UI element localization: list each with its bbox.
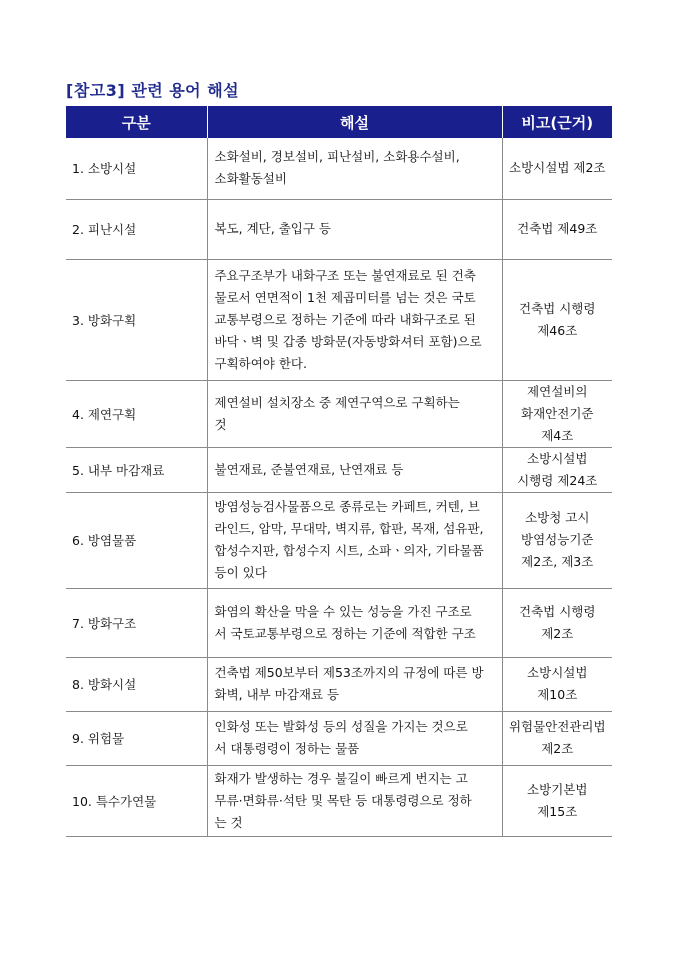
reference-cell <box>502 657 612 711</box>
description-cell <box>207 588 502 657</box>
description-line: 소화활동설비 <box>214 171 287 187</box>
reference-line: 제2조 <box>541 625 574 641</box>
table-row <box>66 765 612 836</box>
description-line: 불연재료, 준불연재료, 난연재료 등 <box>214 461 404 477</box>
description-line: 라인드, 암막, 무대막, 벽지류, 합판, 목재, 섬유판, <box>214 521 484 536</box>
description-line: 방염성능검사물품으로 종류로는 카페트, 커텐, 브 <box>214 499 480 514</box>
term-cell: 3. 방화구획 <box>66 259 207 380</box>
description-cell <box>207 259 502 380</box>
description-line: 소화설비, 경보설비, 피난설비, 소화용수설비, <box>214 149 460 165</box>
reference-line: 제10조 <box>537 687 578 702</box>
reference-cell <box>502 711 612 765</box>
description-line: 제연설비 설치장소 중 제연구역으로 구획하는 <box>214 394 460 410</box>
term-cell: 2. 피난시설 <box>66 199 207 259</box>
description-line: 서 국토교통부령으로 정하는 기준에 적합한 구조 <box>214 625 476 641</box>
table-header-row <box>66 106 612 138</box>
description-line: 화벽, 내부 마감재료 등 <box>214 687 340 702</box>
term-cell: 1. 소방시설 <box>66 138 207 199</box>
description-line: 는 것 <box>214 814 243 830</box>
reference-line: 시행령 제24조 <box>517 472 598 488</box>
description-line: 화재가 발생하는 경우 불길이 빠르게 번지는 고 <box>214 770 468 786</box>
table-row <box>66 380 612 447</box>
term-cell: 5. 내부 마감재료 <box>66 447 207 492</box>
reference-cell <box>502 765 612 836</box>
description-line: 구획하여야 한다. <box>214 355 307 371</box>
reference-line: 제2조, 제3조 <box>521 554 594 569</box>
term-cell: 8. 방화시설 <box>66 657 207 711</box>
table-row <box>66 588 612 657</box>
description-cell <box>207 138 502 199</box>
terms-table <box>66 106 612 837</box>
table-row <box>66 492 612 588</box>
reference-cell <box>502 588 612 657</box>
reference-line: 건축법 시행령 <box>519 603 596 619</box>
reference-line: 제4조 <box>541 427 574 443</box>
reference-cell <box>502 138 612 199</box>
reference-cell <box>502 259 612 380</box>
description-cell <box>207 380 502 447</box>
reference-line: 건축법 시행령 <box>519 300 596 316</box>
description-line: 인화성 또는 발화성 등의 성질을 가지는 것으로 <box>214 719 468 734</box>
reference-line: 제연설비의 <box>527 383 588 399</box>
reference-line: 소방기본법 <box>527 781 588 797</box>
reference-cell <box>502 492 612 588</box>
reference-line: 제15조 <box>537 803 578 819</box>
description-line: 건축법 제50보부터 제53조까지의 규정에 따른 방 <box>214 665 484 680</box>
table-row <box>66 657 612 711</box>
description-line: 서 대통령령이 정하는 물품 <box>214 741 360 756</box>
description-cell <box>207 657 502 711</box>
reference-line: 소방시설법 <box>527 450 588 466</box>
description-line: 합성수지판, 합성수지 시트, 소파ㆍ의자, 기타물품 <box>214 543 484 558</box>
table-row <box>66 259 612 380</box>
description-line: 바닥ㆍ벽 및 갑종 방화문(자동방화셔터 포함)으로 <box>214 333 482 349</box>
reference-line: 제2조 <box>541 741 574 756</box>
description-line: 화염의 확산을 막을 수 있는 성능을 가진 구조로 <box>214 603 472 619</box>
reference-cell <box>502 199 612 259</box>
description-cell <box>207 447 502 492</box>
reference-line: 제46조 <box>537 322 578 338</box>
table-row <box>66 447 612 492</box>
description-cell <box>207 765 502 836</box>
reference-line: 방염성능기준 <box>521 532 594 547</box>
description-cell <box>207 711 502 765</box>
description-line: 등이 있다 <box>214 565 267 580</box>
term-cell: 6. 방염물품 <box>66 492 207 588</box>
term-cell: 7. 방화구조 <box>66 588 207 657</box>
reference-line: 위험물안전관리법 <box>508 719 606 734</box>
description-line: 복도, 계단, 출입구 등 <box>214 221 331 236</box>
reference-cell <box>502 447 612 492</box>
table-row <box>66 711 612 765</box>
page-title: [참고3] 관련 용어 해설 <box>66 81 240 100</box>
reference-line: 소방청 고시 <box>525 510 590 525</box>
reference-line: 소방시설법 제2조 <box>509 160 606 176</box>
term-cell: 9. 위험물 <box>66 711 207 765</box>
table-row <box>66 138 612 199</box>
term-cell: 10. 특수가연물 <box>66 765 207 836</box>
reference-line: 화재안전기준 <box>521 405 594 421</box>
description-cell <box>207 492 502 588</box>
description-line: 것 <box>214 416 227 432</box>
description-cell <box>207 199 502 259</box>
reference-line: 건축법 제49조 <box>517 221 598 236</box>
description-line: 물로서 연면적이 1천 제곱미터를 넘는 것은 국토 <box>214 289 476 305</box>
description-line: 무류·면화류·석탄 및 목탄 등 대통령령으로 정하 <box>214 792 472 808</box>
header-description: 해설 <box>207 106 502 138</box>
reference-line: 소방시설법 <box>527 665 588 680</box>
reference-cell <box>502 380 612 447</box>
header-reference: 비고(근거) <box>502 106 612 138</box>
header-category: 구분 <box>66 106 207 138</box>
description-line: 주요구조부가 내화구조 또는 불연재료로 된 건축 <box>214 267 476 283</box>
term-cell: 4. 제연구획 <box>66 380 207 447</box>
table-row <box>66 199 612 259</box>
description-line: 교통부령으로 정하는 기준에 따라 내화구조로 된 <box>214 311 476 327</box>
